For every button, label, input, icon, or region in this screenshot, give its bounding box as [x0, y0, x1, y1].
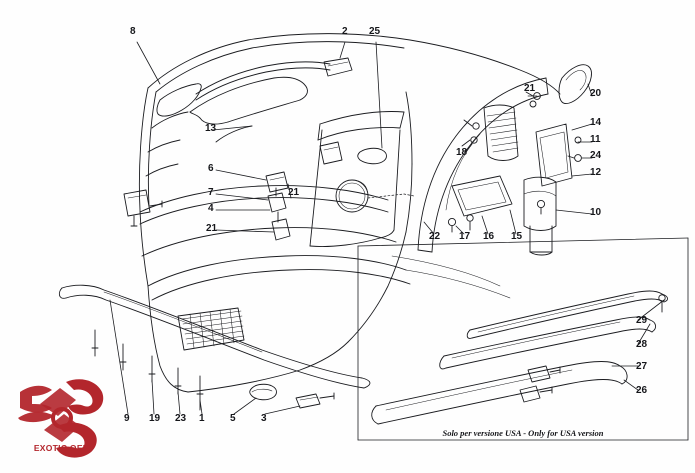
callout-12: 12	[590, 167, 602, 178]
callout-27: 27	[636, 361, 648, 372]
callout-7: 7	[208, 187, 214, 198]
callout-9: 9	[124, 413, 130, 424]
callout-20: 20	[590, 88, 602, 99]
callout-3: 3	[261, 413, 267, 424]
callout-11: 11	[590, 134, 601, 145]
callout-29: 29	[636, 315, 648, 326]
callout-24: 24	[590, 150, 602, 161]
callout-13: 13	[205, 123, 217, 134]
callout-4: 4	[208, 203, 214, 214]
callout-21-top: 21	[524, 83, 536, 94]
callout-17: 17	[459, 231, 471, 242]
callout-28: 28	[636, 339, 648, 350]
callout-6: 6	[208, 163, 214, 174]
callout-8: 8	[130, 26, 136, 37]
callout-15: 15	[511, 231, 523, 242]
callout-22: 22	[429, 231, 441, 242]
callout-14: 14	[590, 117, 602, 128]
callout-5: 5	[230, 413, 236, 424]
usa-version-note: Solo per versione USA - Only for USA version	[442, 428, 604, 438]
callout-18: 18	[456, 147, 468, 158]
callout-19: 19	[149, 413, 161, 424]
callout-2: 2	[342, 26, 348, 37]
callout-25: 25	[369, 26, 381, 37]
callout-21-b: 21	[206, 223, 218, 234]
callout-21-a: 21	[288, 187, 300, 198]
callout-26: 26	[636, 385, 648, 396]
callout-16: 16	[483, 231, 495, 242]
callout-23: 23	[175, 413, 187, 424]
callout-10: 10	[590, 207, 602, 218]
callout-1: 1	[199, 413, 205, 424]
watermark-brand-text: EXOTIC OEM	[33, 443, 91, 453]
